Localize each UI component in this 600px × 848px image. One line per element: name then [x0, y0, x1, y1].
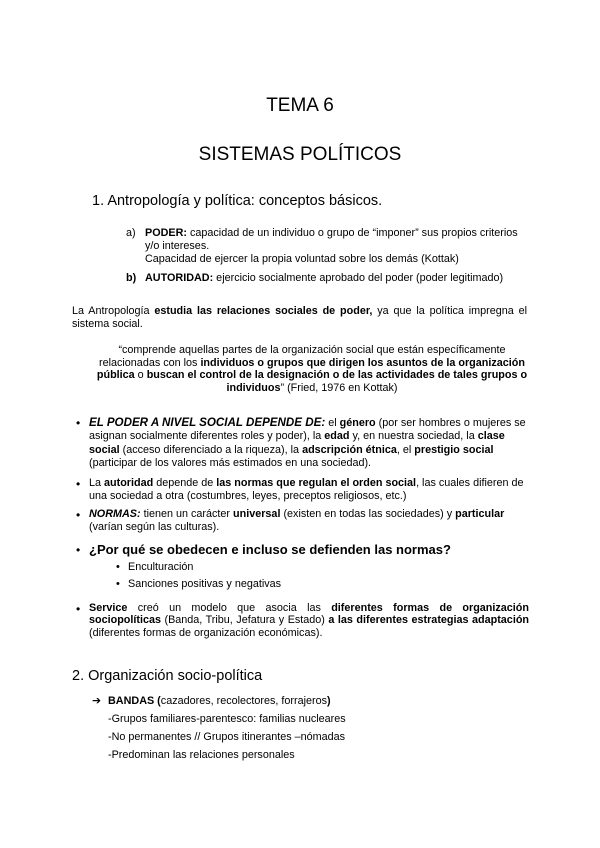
b3-t5: particular: [455, 508, 505, 520]
b1-t12: (participar de los valores más estimados en una sociedad).: [89, 457, 372, 470]
b1-t6: y, en nuestra sociedad, la: [349, 430, 478, 443]
b1-t1: EL PODER A NIVEL SOCIAL DEPENDE DE:: [89, 416, 326, 429]
b1-t2: el: [325, 417, 340, 429]
b2-t3: depende de: [153, 477, 217, 489]
para-text-1: La Antropología: [72, 305, 155, 317]
bandas-detail-line: -Predominan las relaciones personales: [108, 749, 295, 761]
b2-t4: las normas que regulan el orden social: [216, 477, 417, 489]
b5-t2: creó un modelo que asocia las: [127, 602, 332, 614]
b1-t5: edad: [324, 430, 350, 443]
b1-t3: género: [339, 417, 376, 429]
b5-t4: (Banda, Tribu, Jefatura y Estado): [161, 614, 329, 627]
b5-t3: diferentes formas de organización sociopolíticas: [89, 602, 529, 627]
item-a-marker: a): [126, 227, 136, 239]
bullet-dot-icon: •: [76, 416, 81, 430]
b3-t3: universal: [233, 508, 281, 520]
quote-text-2: individuos o grupos que dirigen los asuntos de la organización pública: [96, 356, 525, 382]
fried-quote: [96, 344, 528, 394]
item-a-term: PODER:: [145, 227, 187, 239]
bullet-service: [89, 602, 529, 639]
page-subtitle: SISTEMAS POLÍTICOS: [198, 144, 402, 165]
b3-t1: NORMAS:: [89, 508, 141, 520]
bandas-detail-line: -Grupos familiares-parentesco: familias nucleares: [108, 713, 346, 725]
bullet-question: ¿Por qué se obedecen e incluso se defienden las normas?: [89, 542, 451, 557]
b1-t11: prestigio social: [414, 443, 494, 456]
bandas-detail-line: -No permanentes // Grupos itinerantes –nómadas: [108, 731, 346, 743]
bandas-t1: BANDAS (: [108, 695, 161, 707]
item-a-def-line1: capacidad de un individuo o grupo de “imponer” sus propios criterios: [187, 227, 518, 239]
b5-t1: Service: [89, 602, 128, 614]
quote-text-4: buscan el control de la designación o de las actividades de tales grupos o individuos: [146, 369, 528, 394]
sub-bullet-dot-icon: •: [116, 561, 120, 573]
b2-t2: autoridad: [104, 477, 154, 489]
item-a-def-line3: Capacidad de ejercer la propia voluntad sobre los demás (Kottak): [145, 253, 459, 265]
quote-text-3: o: [134, 369, 147, 382]
b5-t6: (diferentes formas de organización económicas).: [89, 626, 323, 639]
para-text-2: estudia las relaciones sociales de poder,: [154, 305, 373, 317]
para-text-3: ya que la política impregna el sistema social.: [72, 305, 527, 331]
quote-text-1: “comprende aquellas partes de la organización social que están específicamente relacionadas con los: [99, 344, 506, 369]
page-title: TEMA 6: [266, 95, 334, 116]
bullet-poder-social: [89, 416, 529, 471]
b3-t6: (varían según las culturas).: [89, 521, 220, 534]
b1-t8: (acceso diferenciado a la riqueza), la: [119, 443, 303, 456]
intro-paragraph: [72, 305, 527, 332]
b1-t9: adscripción étnica: [302, 443, 397, 456]
b1-t4: (por ser hombres o mujeres se asignan socialmente diferentes roles y poder), la: [89, 417, 526, 443]
item-b-def-line1: ejercicio socialmente aprobado del poder (poder legitimado): [213, 272, 504, 284]
item-b-marker: b): [126, 272, 137, 284]
b5-t5: a las diferentes estrategias adaptación: [328, 614, 530, 627]
item-a-definition: [145, 227, 530, 266]
quote-text-5: ” (Fried, 1976 en Kottak): [280, 381, 398, 394]
section1-heading: 1. Antropología y política: conceptos básicos.: [92, 193, 383, 209]
b1-t10: , el: [396, 443, 415, 456]
sub-item-sanciones: Sanciones positivas y negativas: [128, 578, 282, 590]
bullet-dot-icon: •: [76, 508, 81, 522]
bullet-dot-icon: •: [76, 543, 81, 557]
bullet-dot-icon: •: [76, 477, 81, 491]
bullet-autoridad: [89, 477, 529, 504]
item-b-term: AUTORIDAD:: [145, 272, 214, 284]
bandas-t2: cazadores, recolectores, forrajeros: [160, 695, 328, 707]
bandas-t3: ): [327, 695, 331, 707]
item-b-definition: [145, 272, 530, 285]
b2-t5: , las cuales difieren de una sociedad a otra (costumbres, leyes, preceptos religiosos, etc.): [89, 477, 524, 503]
section2-heading: 2. Organización socio-política: [72, 668, 263, 684]
bullet-dot-icon: •: [76, 602, 81, 616]
b1-t7: clase social: [89, 430, 505, 456]
bandas-line: [108, 695, 331, 708]
bullet-normas: [89, 508, 529, 535]
item-a-def-line2: y/o intereses.: [145, 240, 210, 252]
arrow-icon: ➔: [92, 695, 102, 707]
b2-t1: La: [89, 477, 105, 489]
b3-t2: tienen un carácter: [140, 508, 234, 520]
b3-t4: (existen en todas las sociedades) y: [280, 508, 456, 520]
sub-item-enculturacion: Enculturación: [128, 561, 194, 573]
sub-bullet-dot-icon: •: [116, 578, 120, 590]
